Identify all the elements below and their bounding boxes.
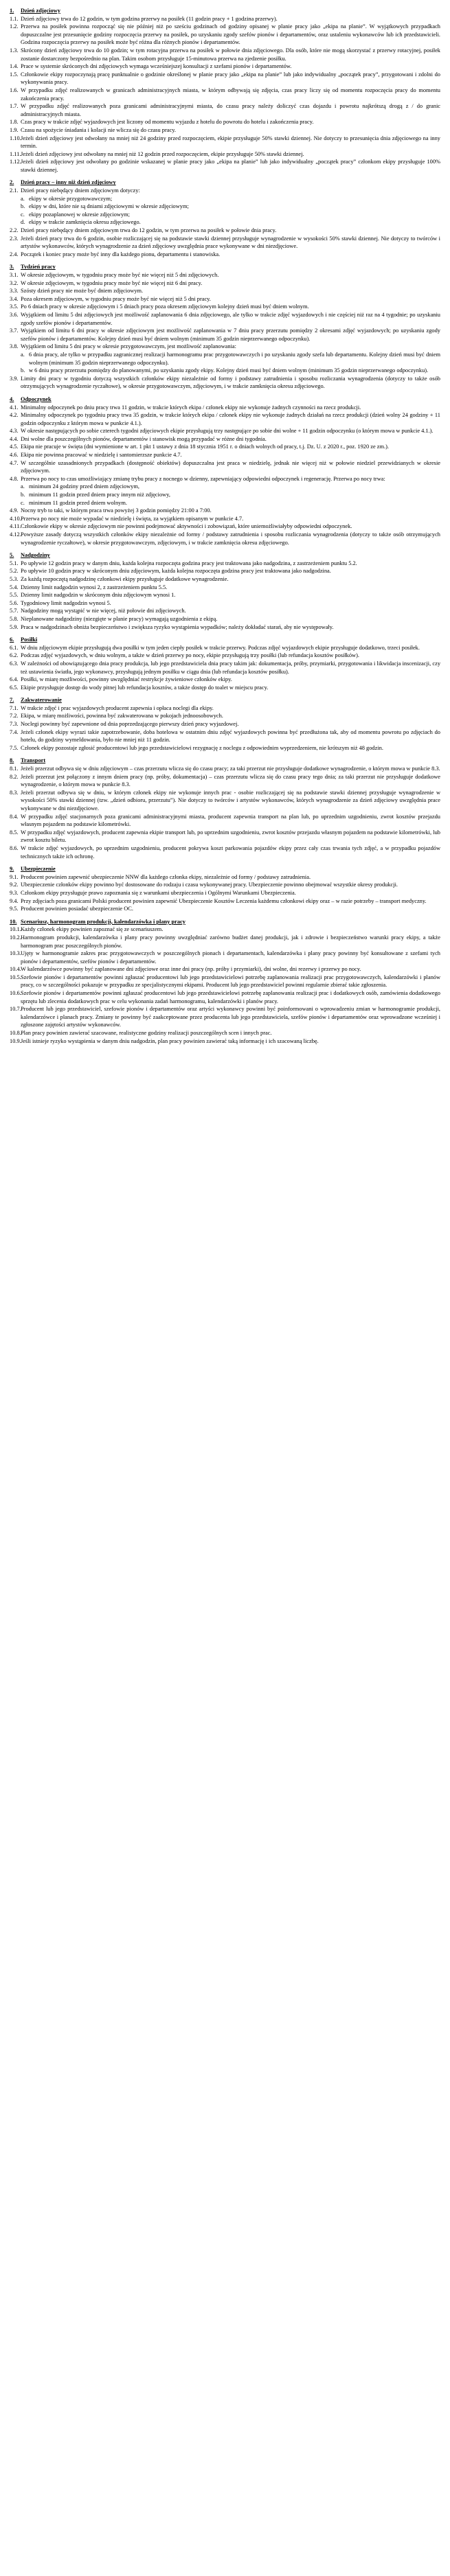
sub-clause-text: ekipy w trakcie zamknięcia okresu zdjęciowego. [29, 219, 141, 226]
clause-number: 3.1. [10, 272, 19, 278]
clause [10, 652, 440, 660]
clause-text: Jeżeli dzień zdjęciowy jest odwołany po godzinie wskazanej w planie pracy jako „ekipa na planie” lub jako indywidualny „początek pracy” członkom ekipy przysługuje 100% stawki dziennej. [21, 159, 440, 173]
clause-number: 7.3. [10, 721, 19, 728]
clause [10, 522, 440, 531]
section-title: Scenariusz, harmonogram produkcji, kalendarzówka i plany pracy [21, 918, 185, 925]
clause-number: 5.1. [10, 560, 19, 566]
clause-number: 5.6. [10, 599, 19, 606]
clause [10, 404, 440, 412]
clause [10, 974, 440, 989]
clause-text: W okresie następujących po sobie czterech tygodni zdjęciowych ekipie przysługują trzy następujące po sobie dni wolne + 11 godzin odpoczynku (o którym mowa w punkcie 4.1.). [21, 428, 434, 435]
clause [10, 591, 440, 599]
clause-number: 7.2. [10, 713, 19, 720]
sub-clause-letter: d. [21, 219, 25, 226]
clause [10, 934, 440, 950]
clause-number: 3.7. [10, 327, 19, 334]
clause [10, 584, 440, 592]
clause [10, 889, 440, 897]
clause-text: W przypadku zdjęć realizowanych w granicach administracyjnych miasta, w którym odbywają się zdjęcia, czas pracy liczy się od momentu rozpoczęcia pracy do momentu zakończenia pracy. [21, 87, 440, 102]
clause [10, 897, 440, 906]
clause-text: Wyjątkiem od limitu 5 dni zdjęciowych jest możliwość zaplanowania 6 dnia zdjęciowego, ale tylko w trakcie zdjęć wyjazdowych i nie częściej niż raz na 4 tygodnie; po uzyskaniu zgody szefów pionów i departamentów. [21, 311, 440, 326]
clause [10, 813, 440, 829]
clause-number: 9.1. [10, 873, 19, 880]
clause-text: W kalendarzówce powinny być zaplanowane dni zdjęciowe oraz inne dni pracy (np. próby i przymiarki), dni wolne, dni rezerwy i przerwy po nocy. [21, 966, 361, 973]
section-number: 9. [10, 866, 14, 873]
clause-number: 3.8. [10, 343, 19, 350]
clause-text: Ekipa, w miarę możliwości, powinna być zakwaterowana w pokojach jednoosobowych. [21, 713, 223, 720]
section [10, 918, 440, 1046]
clause-number: 3.9. [10, 375, 19, 382]
section [10, 395, 440, 547]
clause [10, 844, 440, 860]
sub-clause-text: ekipy w dni, które nie są dniami zdjęciowymi w okresie zdjęciowym; [29, 203, 189, 210]
sub-clause [21, 367, 440, 375]
sub-clause-text: minimum 11 godzin przed dniem wolnym. [29, 499, 127, 506]
sub-clause-text: minimum 11 godzin przed dniem pracy innym niż zdjęciowy, [29, 492, 170, 498]
sub-clause-text: minimum 24 godziny przed dniem zdjęciowym, [29, 483, 139, 490]
clause-text: Członkowie ekipy w okresie zdjęciowym nie powinni podejmować aktywności i zobowiązań, które uniemożliwiałyby odpowiedni odpoczynek. [21, 523, 352, 530]
clause-text: Jeżeli przerzut jest połączony z innym dniem pracy (np. próby, dokumentacja) – czas przerzutu wlicza się do czasu pracy tego dnia; za taki przerzut nie przysługuje dodatkowe wynagrodzenie, o którym mowa w punkcie 8.3. [21, 773, 440, 788]
clause [10, 271, 440, 279]
clause [10, 515, 440, 523]
clause-text: W przypadku zdjęć stacjonarnych poza granicami administracyjnymi miasta, producent zapewnia transport na plan lub, po uprzednim uzgodnieniu, zwrot kosztów przejazdu własnym pojazdem na podstawie kilometrówki. [21, 813, 440, 828]
clause [10, 965, 440, 974]
section-title: Zakwaterowanie [21, 697, 62, 704]
clause-number: 4.8. [10, 475, 19, 482]
clause-number: 1.7. [10, 103, 19, 110]
sub-clause-text: w 6 dniu pracy przerzutu pomiędzy do planowanymi, po uzyskaniu zgody ekipy. Kolejny dzień musi być dniem wolnym (minimum 35 godzin nieprzerwanego odpoczynku). [29, 367, 429, 374]
clause-number: 4.12. [10, 531, 21, 538]
section-heading [10, 696, 440, 704]
clause [10, 607, 440, 615]
clause-number: 1.6. [10, 87, 19, 93]
clause-text: Jeżeli członek ekipy wyrazi takie zapotrzebowanie, doba hotelowa w ostatnim dniu zdjęć wyjazdowych powinna być przedłużona tak, aby od momentu powrotu po zdjęciach do hotelu, do godziny wymeldowania, było nie mniej niż 11 godzin. [21, 728, 440, 744]
clause-number: 9.2. [10, 882, 19, 888]
section-heading [10, 179, 440, 187]
clause-number: 4.9. [10, 507, 19, 514]
clause [10, 451, 440, 459]
clause [10, 15, 440, 23]
clause-text: Szefowie pionów i departamentów powinni zgłaszać producentowi lub jego przedstawicielowi potrzebę zaplanowania realizacji prac i dodatkowych osób, zamówienia dodatkowego sprzętu lub zlecenia dodatkowych prac w celu wykonania zadań harmonogramu, kalendarzówki i planów pracy. [21, 990, 440, 1004]
sub-clause-letter: a. [21, 483, 25, 490]
clause [10, 343, 440, 351]
clause-number: 5.4. [10, 584, 19, 590]
document-page [0, 0, 450, 1056]
clause-text: Producent lub jego przedstawiciel, szefowie pionów i departamentów oraz artyści wykonawcy powinni być poinformowani o wprowadzeniu zmian w harmonogramie produkcji, kalendarzówce i planach pracy. Zmiany te powinny być zaakceptowane przez producenta lub jego przedstawiciela, szefów pionów i departamentów oraz wprowadzone wcześniej i zgłoszone zajętości artystów wykonawców. [21, 1006, 440, 1028]
clause-number: 7.4. [10, 728, 19, 735]
clause [10, 829, 440, 844]
clause [10, 623, 440, 632]
clause [10, 187, 440, 195]
clause-text: Praca w nadgodzinach obniża bezpieczeństwo i zwiększa ryzyko wystąpienia wypadków; należy dokładać starań, aby nie występowały. [21, 623, 334, 630]
clause-text: Jeżeli przerzut odbywa się w dniu, w którym członek ekipy nie wykonuje innych prac - osobie rozliczającej się na podstawie stawki dziennej przysługuje wynagrodzenie w wysokości 50% stawki dziennej (tzw. „dzień odbioru, przerzutu”). Nie dotyczy to twórców i artystów wykonawców, których wynagrodzenie za dzień zdjęciowy uwzględnia prace wykonywane w dni niezdjęciowe. [21, 789, 440, 812]
clause-number: 1.11. [10, 150, 21, 157]
clause-text: W przypadku zdjęć wyjazdowych, producent zapewnia ekipie transport lub, po uprzednim uzgodnieniu, zwrot kosztów przejazdu własnym pojazdem na podstawie kilometrówki, lub zwrot kosztu biletu. [21, 829, 440, 844]
section-title: Transport [21, 757, 46, 764]
clause [10, 375, 440, 391]
clause [10, 676, 440, 684]
section [10, 696, 440, 752]
clause-number: 4.10. [10, 515, 21, 522]
section-heading [10, 865, 440, 873]
clause-text: Po upływie 12 godzin pracy w danym dniu, każda kolejna rozpoczęta godzina pracy jest traktowana jako nadgodzina, z zastrzeżeniem punktu 5.2. [21, 560, 357, 566]
section-number: 7. [10, 697, 14, 704]
clause [10, 1037, 440, 1046]
sub-clause-text: ekipy w okresie przygotowawczym; [29, 195, 113, 202]
clause [10, 1005, 440, 1029]
clause [10, 47, 440, 62]
clause-text: Nadgodziny mogą wystąpić w nie więcej, niż połowie dni zdjęciowych. [21, 608, 186, 614]
clause-text: W okresie zdjęciowym, w tygodniu pracy może być nie więcej niż 6 dni pracy. [21, 279, 203, 286]
clause-text: Członkom ekipy przysługuje prawo zapoznania się z warunkami ubezpieczenia i Ogólnymi Warunkami Ubezpieczenia. [21, 889, 296, 896]
sub-clause-letter: a. [21, 351, 25, 358]
clause [10, 905, 440, 913]
clause [10, 62, 440, 71]
clause-number: 6.2. [10, 652, 19, 659]
section-title: Ubezpieczenie [21, 866, 56, 873]
section-heading [10, 918, 440, 926]
clause-text: Dzień pracy niebędący dniem zdjęciowym dotyczy: [21, 187, 140, 194]
clause-text: Ubezpieczenie członków ekipy powinno być dostosowane do rodzaju i czasu wykonywanej pracy. Ubezpieczenie powinno obejmować wszystkie okresy produkcji. [21, 882, 398, 888]
clause [10, 728, 440, 744]
clause-text: Przerwa po nocy to czas umożliwiający zmianę trybu pracy z nocnego w dzienny, zapewniający odpowiedni odpoczynek i regenerację. Przerwa po nocy trwa: [21, 475, 385, 482]
clause-text: Wyjątkiem od limitu 6 dni pracy w okresie zdjęciowym jest możliwość zaplanowania w 7 dniu pracy przerzutu pomiędzy 2 okresami zdjęć wyjazdowych; po uzyskaniu zgody szefów pionów i departamentów. Kolejny dzień musi być dniem wolnym (minimum 35 godzin nieprzerwanego odpoczynku). [21, 327, 440, 342]
clause-number: 4.7. [10, 459, 19, 466]
clause [10, 158, 440, 174]
clause [10, 704, 440, 713]
section-heading [10, 7, 440, 15]
clause-text: Wyjątkiem od limitu 5 dni pracy w okresie przygotowawczym, jest możliwość zaplanowania: [21, 343, 236, 350]
section [10, 179, 440, 258]
clause [10, 23, 440, 47]
clause-text: Skrócony dzień zdjęciowy trwa do 10 godzin; w tym rotacyjna przerwa na posiłek w połowie dnia zdjęciowego. Dla osób, które nie mogą skorzystać z przerwy rotacyjnej, posiłek zostanie dostarczony bezpośrednio na plan. Takim osobom przysługuje 15-minutowa przerwa na zjedzenie posiłku. [21, 47, 440, 62]
section-number: 1. [10, 8, 14, 14]
clause-number: 9.3. [10, 889, 19, 896]
clause-text: Początek i koniec pracy może być inny dla każdego pionu, departamentu i stanowiska. [21, 251, 221, 257]
clause [10, 311, 440, 327]
section-title: Tydzień pracy [21, 264, 56, 271]
clause [10, 102, 440, 118]
sub-clause-text: ekipy pozaplanowej w okresie zdjęciowym; [29, 211, 130, 218]
clause-text: Członkowie ekipy rozpoczynają pracę punktualnie o godzinie określonej w planie pracy jako „ekipa na planie” lub jako indywidualny „początek pracy”, przygotowani i zdolni do wykonywania pracy. [21, 71, 440, 86]
clause [10, 279, 440, 288]
clause [10, 660, 440, 676]
clause-number: 5.9. [10, 623, 19, 630]
section [10, 263, 440, 391]
clause-text: Posiłki, w miarę możliwości, powinny uwzględniać restrykcje żywieniowe członków ekipy. [21, 676, 232, 683]
clause-text: Jeżeli przerzut odbywa się w dniu zdjęciowym – czas przerzutu wlicza się do czasu pracy; za taki przerzut nie przysługuje dodatkowe wynagrodzenie, o którym mowa w punkcie 8.3. [21, 766, 440, 772]
clause-number: 1.1. [10, 15, 19, 22]
clause-text: Członek ekipy pozostaje zgłosić producentowi lub jego przedstawicielowi rezygnację z noclegu z odpowiednim wyprzedzeniem, nie krótszym niż 48 godzin. [21, 744, 383, 751]
clause-text: Ekipie przysługuje dostęp do wody pitnej lub refundacja kosztów, a także dostęp do toalet w miejscu pracy. [21, 684, 269, 691]
clause-number: 9.5. [10, 906, 19, 912]
clause-number: 6.3. [10, 660, 19, 667]
section [10, 551, 440, 631]
clause-number: 4.5. [10, 444, 19, 450]
clause-number: 1.5. [10, 71, 19, 78]
clause [10, 575, 440, 584]
clause-text: Harmonogram produkcji, kalendarzówka i plany pracy powinny uwzględniać zarówno budżet danej produkcji, jak i zdrowie i bezpieczeństwo warunki pracy ekipy, a także harmonogram prac poszczególnych pionów. [21, 934, 440, 949]
clause-number: 2.2. [10, 227, 19, 234]
section-number: 2. [10, 179, 14, 186]
sub-clause-letter: a. [21, 195, 25, 202]
clause [10, 71, 440, 87]
clause-number: 10.3. [10, 950, 21, 957]
section-heading [10, 757, 440, 765]
section-number: 4. [10, 395, 14, 402]
sub-clause-text: 6 dnia pracy, ale tylko w przypadku zagranicznej realizacji harmonogramu prac przygotowawczych i po uzyskaniu zgody szefa lub departamentu. Kolejny dzień musi być dniem wolnym (minimum 35 godzin nieprzerwanego odpoczynku). [29, 351, 440, 366]
clause-number: 3.2. [10, 279, 19, 286]
clause [10, 644, 440, 652]
clause-text: Przerwa po nocy nie może wypadać w niedzielę i święta, za wyjątkiem opisanym w punkcie 4.7. [21, 515, 244, 522]
clause-text: Prace w systemie skróconych dni zdjęciowych wymaga wcześniejszej konsultacji z szefami pionów i departamentów. [21, 63, 292, 70]
clause-number: 2.1. [10, 187, 19, 194]
clause [10, 295, 440, 303]
clause [10, 720, 440, 728]
sub-clause [21, 195, 440, 203]
clause-number: 10.4. [10, 966, 21, 973]
clause-number: 4.3. [10, 428, 19, 435]
clause-number: 3.5. [10, 303, 19, 310]
clause [10, 881, 440, 889]
clause [10, 443, 440, 451]
sub-clause-letter: c. [21, 499, 25, 506]
clause-text: Dzienny limit nadgodzin w skróconym dniu zdjęciowym wynosi 1. [21, 592, 176, 599]
clause [10, 1029, 440, 1037]
section-heading [10, 551, 440, 560]
clause-text: Limity dni pracy w tygodniu dotyczą wszystkich członków ekipy niezależnie od formy i podstawy zatrudnienia i sposobu rozliczania wynagrodzenia (dotyczy to także osób otrzymujących wynagrodzenie ryczałtowe), w okresie przygotowawczym, zdjęciowym, i w trakcie zamknięcia okresu zdjęciowego. [21, 375, 440, 390]
clause-number: 1.2. [10, 23, 19, 30]
section-title: Dzień zdjęciowy [21, 8, 60, 14]
clause [10, 873, 440, 882]
sub-clause-letter: b. [21, 492, 25, 498]
section-title: Posiłki [21, 636, 38, 643]
clause [10, 411, 440, 427]
clause-number: 2.3. [10, 235, 19, 242]
clause-text: Podczas zdjęć wyjazdowych, w dniu wolnym, a także w dzień przerwy po nocy, ekipie przysługują trzy posiłki (lub refundacja kosztów posiłków). [21, 652, 359, 659]
clause-text: W szczególnie uzasadnionych przypadkach (dostępność obiektów) dopuszczalna jest praca w niedzielę, jednak nie więcej niż w połowie niedziel przewidzianych w okresie zdjęciowym. [21, 459, 440, 474]
clause-number: 8.1. [10, 766, 19, 772]
clause-number: 3.6. [10, 311, 19, 318]
clause-text: Za każdą rozpoczętą nadgodzinę członkowi ekipy przysługuje dodatkowe wynagrodzenie. [21, 575, 229, 582]
clause-text: W dniu zdjęciowym ekipie przysługują dwa posiłki w tym jeden ciepły posiłek w trakcie przerwy. Podczas zdjęć wyjazdowych ekipie przysługuje dodatkowo, trzeci posiłek. [21, 644, 420, 651]
clause [10, 475, 440, 483]
clause-text: Jeśli istnieje ryzyko wystąpienia w danym dniu nadgodzin, plan pracy powinien zawierać taką informację i ich szacowaną liczbę. [21, 1037, 319, 1044]
clause-number: 4.4. [10, 435, 19, 442]
clause [10, 615, 440, 623]
clause [10, 126, 440, 135]
clause-text: Szefowie pionów i departamentów powinni zgłaszać producentowi lub jego przedstawicielowi potrzebę zaplanowania realizacji prac przygotowawczych, kalendarzówki i planów pracy, co w szczególności pokazuje w przypadku ze specjalistycznymi ekipami. Producent lub jego przedstawiciel powinni regularnie zbierać takie zgłoszenia. [21, 974, 440, 989]
clause-text: Nieplanowane nadgodziny (niezgięte w planie pracy) wymagają uzgodnienia z ekipą. [21, 615, 218, 622]
clause [10, 507, 440, 515]
clause [10, 744, 440, 752]
clause-text: W okresie zdjęciowym, w tygodniu pracy może być nie więcej niż 5 dni zdjęciowych. [21, 272, 219, 278]
clause-text: Jeżeli dzień zdjęciowy jest odwołany na mniej niż 12 godzin przed rozpoczęciem, ekipie przysługuje 50% stawki dziennej. [21, 150, 304, 157]
section-number: 10. [10, 918, 17, 925]
clause [10, 567, 440, 575]
clause [10, 150, 440, 159]
clause [10, 773, 440, 789]
sub-clause-letter: b. [21, 367, 25, 374]
section-heading [10, 395, 440, 404]
clause-number: 8.6. [10, 844, 19, 851]
clause [10, 87, 440, 102]
section-number: 3. [10, 264, 14, 271]
clause [10, 227, 440, 235]
clause-text: W zależności od obowiązującego dnia pracy produkcja, lub jego przedstawiciela dnia pracy takim jak: dokumentacja, próby, przymiarki, przygotowania i likwidacja inscenizacji, czy też ustawienia światła, jego wykonawcy, przysługują jednym posiłku w ciągu dnia (lub refundacja kosztów posiłku). [21, 660, 440, 675]
clause-text: W trakcie zdjęć wyjazdowych, po uprzednim uzgodnieniu, producent pokrywa koszt parkowania pojazdów ekipy przez cały czas trwania tych zdjęć, a w przypadku pojazdów technicznych także ich ochronę. [21, 844, 440, 860]
clause-text: Szósty dzień pracy nie może być dniem zdjęciowym. [21, 288, 144, 295]
section-title: Nadgodziny [21, 552, 50, 559]
clause-number: 8.3. [10, 789, 19, 796]
clause-text: Minimalny odpoczynek po dniu pracy trwa 11 godzin, w trakcie których ekipa / członek ekipy nie wykonuje żadnych czynności na rzecz produkcji. [21, 404, 361, 411]
clause-number: 1.3. [10, 47, 19, 54]
sub-clause [21, 499, 440, 507]
clause-number: 6.4. [10, 676, 19, 683]
clause [10, 950, 440, 965]
clause-number: 1.10. [10, 135, 21, 141]
clause-number: 6.1. [10, 644, 19, 651]
section [10, 636, 440, 691]
clause-number: 6.5. [10, 684, 19, 691]
clause-text: Minimalny odpoczynek po tygodniu pracy trwa 35 godzin, w trakcie których ekipa / członek ekipy nie wykonuje żadnych działań na rzecz produkcji (dzień wolny 24 godziny + 11 godzin odpoczynku z którym mowa w punkcie 4.1.). [21, 412, 440, 426]
clause-number: 1.12. [10, 159, 21, 165]
clause-number: 9.4. [10, 897, 19, 904]
clause-text: Nocny tryb to taki, w którym praca trwa powyżej 3 godzin pomiędzy 21:00 a 7:00. [21, 507, 212, 514]
clause-number: 4.11. [10, 523, 21, 530]
clause [10, 435, 440, 444]
clause [10, 789, 440, 813]
sub-clause-letter: b. [21, 203, 25, 210]
section-heading [10, 636, 440, 644]
clause-text: Producent powinien zapewnić ubezpieczenie NNW dla każdego członka ekipy, niezależnie od formy / podstawy zatrudnienia. [21, 873, 311, 880]
clause-number: 5.8. [10, 615, 19, 622]
clause [10, 303, 440, 311]
clause-text: Każdy członek ekipy powinien zapoznać się ze scenariuszem. [21, 926, 164, 933]
clause [10, 925, 440, 934]
clause-number: 10.6. [10, 990, 21, 997]
clause-number: 4.6. [10, 452, 19, 459]
section-title: Dzień pracy – inny niż dzień zdjęciowy [21, 179, 116, 186]
clause-number: 8.5. [10, 829, 19, 836]
clause-number: 8.4. [10, 813, 19, 820]
clause [10, 599, 440, 608]
clause-text: Po 6 dniach pracy w okresie zdjęciowym i 5 dniach pracy poza okresem zdjęciowym kolejny dzień musi być dniem wolnym. [21, 303, 309, 310]
section [10, 757, 440, 860]
clause-text: W przypadku zdjęć realizowanych poza granicami administracyjnymi miasta, do czasu pracy należy doliczyć czas dojazdu i powrotu najkrótszą drogą z / do granic administracyjnych miasta. [21, 103, 440, 117]
sub-clause [21, 211, 440, 219]
clause-number: 5.2. [10, 568, 19, 575]
section-number: 6. [10, 636, 14, 643]
clause-text: Ujęty w harmonogramie zakres prac przygotowawczych w poszczególnych pionach i departamentach, kalendarzówka i plany pracy powinny być konsultowane z szefami tych pionów i departamentów, szefów pionów i departamentów. [21, 950, 440, 965]
clause [10, 459, 440, 475]
clause-number: 10.7. [10, 1006, 21, 1013]
clause-text: Tygodniowy limit nadgodzin wynosi 5. [21, 599, 111, 606]
clause [10, 712, 440, 720]
clause [10, 135, 440, 150]
clause [10, 118, 440, 126]
section-title: Odpoczynek [21, 395, 52, 402]
clause [10, 327, 440, 343]
clause-number: 4.2. [10, 412, 19, 419]
clause-number: 10.9. [10, 1037, 21, 1044]
clause-number: 10.1. [10, 926, 21, 933]
clause-text: Ekipa nie pracuje w święta (dni wymienione w art. 1 pkt 1 ustawy z dnia 18 stycznia 1951 r. o dniach wolnych od pracy, t.j. Dz. U. z 2020 r., poz. 1920 ze zm.). [21, 444, 390, 450]
clause-number: 3.3. [10, 288, 19, 295]
clause-number: 8.2. [10, 773, 19, 780]
clause-number: 1.8. [10, 119, 19, 126]
section [10, 7, 440, 174]
clause-text: Po upływie 10 godzin pracy w skróconym dniu zdjęciowym, każda kolejna rozpoczęta godzina pracy jest traktowana jako nadgodzina. [21, 568, 331, 575]
clause-number: 1.9. [10, 126, 19, 133]
clause-text: Plan pracy powinien zawierać szacowane, realistyczne godziny realizacji poszczególnych scen i innych prac. [21, 1030, 272, 1037]
clause [10, 560, 440, 568]
section-number: 5. [10, 552, 14, 559]
clause-number: 7.1. [10, 704, 19, 711]
section-heading [10, 263, 440, 271]
clause [10, 684, 440, 692]
clause-text: Ekipa nie powinna pracować w niedzielę i santomierzsze punkcie 4.7. [21, 452, 182, 459]
clause [10, 531, 440, 547]
clause-text: Noclegi powinny być zapewnione od dnia poprzedzającego pierwszy dzień pracy wyjazdowej. [21, 721, 239, 728]
clause-text: Przerwa na posiłek powinna rozpocząć się nie później niż po sześciu godzinach od godziny opisanej w planie pracy jako „ekipa na planie”. W wyjątkowych przypadkach dopuszczalne jest przesunięcie godziny rozpoczęcia przerwy na posiłek, po uzyskaniu zgody szefów pionów i departamentów, oraz ustaleniu wykonawców lub ich przedstawicieli. Godzina rozpoczęcia przerwy na posiłek może być różna dla różnych pionów i departamentów. [21, 23, 440, 46]
clause-text: Powyższe zasady dotyczą wszystkich członków ekipy niezależnie od formy / podstawy zatrudnienia i sposobu rozliczania wynagrodzenia (dotyczy to także osób otrzymujących wynagrodzenie ryczałtowe), w okresie przygotowawczym, zdjęciowym, i w trakcie zamknięcia okresu zdjęciowego. [21, 531, 440, 546]
clause [10, 989, 440, 1005]
sub-clause [21, 483, 440, 491]
clause-text: Producent powinien posiadać ubezpieczenie OC. [21, 906, 133, 912]
clause-text: Dzień pracy niebędący dniem zdjęciowym trwa do 12 godzin, w tym przerwa na posiłek w połowie dnia pracy. [21, 227, 277, 234]
clause-text: Dni wolne dla poszczególnych pionów, departamentów i stanowisk mogą przypadać w różne dni tygodnia. [21, 435, 267, 442]
clause-text: W trakcie zdjęć i prac wyjazdowych producent zapewnia i opłaca noclegi dla ekipy. [21, 704, 214, 711]
clause-number: 7.5. [10, 744, 19, 751]
clause-number: 5.3. [10, 575, 19, 582]
clause-text: Poza okresem zdjęciowym, w tygodniu pracy może być nie więcej niż 5 dni pracy. [21, 295, 211, 302]
sub-clause [21, 203, 440, 211]
clause-number: 4.1. [10, 404, 19, 411]
clause-text: Przy zdjęciach poza granicami Polski producent powinien zapewnić Ubezpieczenie Kosztów Leczenia każdemu członkowi ekipy oraz – w razie potrzeby – transport medyczny. [21, 897, 427, 904]
clause [10, 427, 440, 435]
clause-text: Czas pracy w trakcie zdjęć wyjazdowych jest liczony od momentu wyjazdu z hotelu do powrotu do hotelu i zakończenia pracy. [21, 119, 314, 126]
clause-number: 1.4. [10, 63, 19, 70]
section-number: 8. [10, 757, 14, 764]
clause-number: 10.8. [10, 1030, 21, 1037]
section [10, 865, 440, 913]
sub-clause [21, 218, 440, 227]
clause [10, 235, 440, 251]
clause-text: Jeżeli dzień pracy trwa do 6 godzin, osobie rozliczającej się na podstawie stawki dziennej przysługuje wynagrodzenie w wysokości 50% stawki dziennej. Nie dotyczy to twórców i artystów wykonawców, których wynagrodzenie za dzień zdjęciowy uwzględnia prace wykonywane w dni niezdjęciowe. [21, 235, 440, 250]
clause-text: Czasu na spożycie śniadania i kolacji nie wlicza się do czasu pracy. [21, 126, 176, 133]
clause-number: 3.4. [10, 295, 19, 302]
clause [10, 287, 440, 295]
sub-clause [21, 351, 440, 367]
clause-text: Jeżeli dzień zdjęciowy jest odwołany na mniej niż 24 godziny przed rozpoczęciem, ekipie przysługuje 50% stawki dziennej. Nie dotyczy to przesunięcia dnia zdjęciowego na inny termin. [21, 135, 440, 150]
clause-number: 2.4. [10, 251, 19, 257]
clause-number: 10.5. [10, 974, 21, 980]
clause-number: 5.5. [10, 592, 19, 599]
clause-number: 5.7. [10, 608, 19, 614]
clause-text: Dzień zdjęciowy trwa do 12 godzin, w tym godzina przerwy na posiłek (11 godzin pracy + 1 godzina przerwy). [21, 15, 278, 22]
sub-clause-letter: c. [21, 211, 25, 218]
clause-number: 10.2. [10, 934, 21, 941]
sub-clause [21, 491, 440, 499]
clause-text: Dzienny limit nadgodzin wynosi 2, z zastrzeżeniem punktu 5.5. [21, 584, 168, 590]
clause [10, 251, 440, 259]
clause [10, 765, 440, 773]
